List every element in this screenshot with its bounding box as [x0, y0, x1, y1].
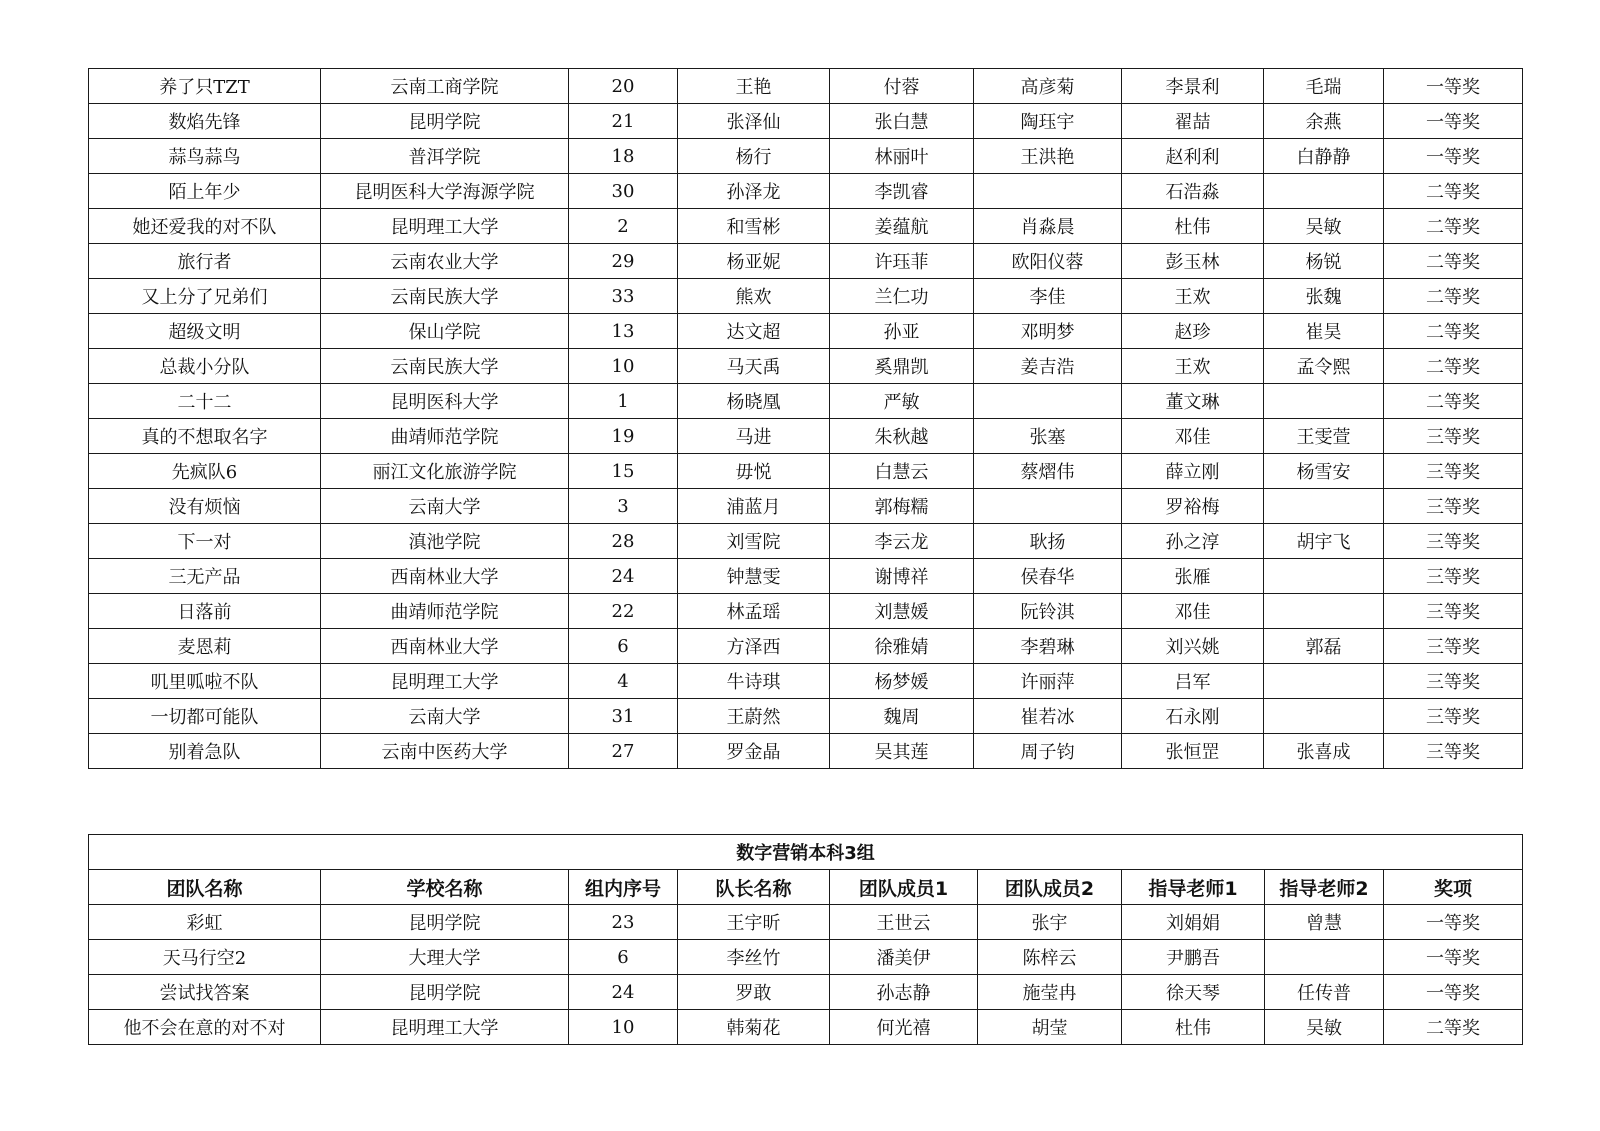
advisor-2-cell: [1265, 940, 1384, 975]
group-index-cell: 10: [569, 349, 678, 384]
results-table-digital-marketing-group-3: [88, 834, 1523, 1045]
team-name-header: 团队名称: [89, 870, 321, 905]
member-2-cell: 李佳: [974, 279, 1122, 314]
advisor-1-cell: 刘兴姚: [1122, 629, 1264, 664]
advisor-1-cell: 邓佳: [1122, 419, 1264, 454]
table-row: [89, 1010, 1523, 1045]
school-name-cell: 保山学院: [321, 314, 569, 349]
school-name-cell: 云南大学: [321, 489, 569, 524]
award-cell: 三等奖: [1384, 664, 1523, 699]
member-2-cell: 陈梓云: [978, 940, 1122, 975]
award-header: 奖项: [1384, 870, 1523, 905]
school-name-cell: 昆明理工大学: [321, 1010, 569, 1045]
team-name-cell: 一切都可能队: [89, 699, 321, 734]
captain-name-cell: 浦蓝月: [678, 489, 830, 524]
school-name-cell: 昆明学院: [321, 104, 569, 139]
advisor-1-cell: 赵利利: [1122, 139, 1264, 174]
advisor-2-cell: [1264, 489, 1384, 524]
group-index-cell: 24: [569, 975, 678, 1010]
advisor-1-cell: 石浩淼: [1122, 174, 1264, 209]
advisor-1-cell: 李景利: [1122, 69, 1264, 104]
team-name-cell: 他不会在意的对不对: [89, 1010, 321, 1045]
team-name-cell: 数焰先锋: [89, 104, 321, 139]
school-name-cell: 曲靖师范学院: [321, 419, 569, 454]
team-name-cell: 又上分了兄弟们: [89, 279, 321, 314]
table-row: [89, 559, 1523, 594]
group-index-cell: 4: [569, 664, 678, 699]
advisor-1-cell: 张恒罡: [1122, 734, 1264, 769]
table-row: [89, 244, 1523, 279]
team-name-cell: 麦恩莉: [89, 629, 321, 664]
advisor-2-cell: 张魏: [1264, 279, 1384, 314]
group-index-cell: 28: [569, 524, 678, 559]
team-name-cell: 叽里呱啦不队: [89, 664, 321, 699]
member-1-cell: 王世云: [830, 905, 978, 940]
table-row: [89, 139, 1523, 174]
captain-name-header: 队长名称: [678, 870, 830, 905]
table-row: [89, 489, 1523, 524]
school-name-cell: 昆明医科大学海源学院: [321, 174, 569, 209]
award-cell: 二等奖: [1384, 209, 1523, 244]
advisor-2-cell: [1264, 384, 1384, 419]
award-cell: 二等奖: [1384, 349, 1523, 384]
member-1-cell: 奚鼎凯: [830, 349, 974, 384]
results-table-body: [89, 905, 1523, 1045]
results-table-body: [89, 69, 1523, 769]
school-name-cell: 昆明医科大学: [321, 384, 569, 419]
table-row: [89, 384, 1523, 419]
school-name-cell: 昆明理工大学: [321, 209, 569, 244]
advisor-1-cell: 徐天琴: [1122, 975, 1265, 1010]
member-2-cell: [974, 174, 1122, 209]
member-1-cell: 付蓉: [830, 69, 974, 104]
captain-name-cell: 韩菊花: [678, 1010, 830, 1045]
award-cell: 三等奖: [1384, 699, 1523, 734]
advisor-1-cell: 张雁: [1122, 559, 1264, 594]
school-name-cell: 昆明学院: [321, 905, 569, 940]
member-2-cell: 蔡熠伟: [974, 454, 1122, 489]
school-name-cell: 云南工商学院: [321, 69, 569, 104]
member-2-cell: [974, 489, 1122, 524]
member-2-cell: 王洪艳: [974, 139, 1122, 174]
group-index-cell: 20: [569, 69, 678, 104]
team-name-cell: 彩虹: [89, 905, 321, 940]
school-name-cell: 普洱学院: [321, 139, 569, 174]
member-2-cell: 崔若冰: [974, 699, 1122, 734]
table-row: [89, 629, 1523, 664]
member-1-cell: 孙志静: [830, 975, 978, 1010]
member-2-header: 团队成员2: [978, 870, 1122, 905]
member-2-cell: 张宇: [978, 905, 1122, 940]
advisor-1-cell: 王欢: [1122, 279, 1264, 314]
captain-name-cell: 马进: [678, 419, 830, 454]
member-1-cell: 林丽叶: [830, 139, 974, 174]
advisor-2-cell: 白静静: [1264, 139, 1384, 174]
team-name-cell: 先疯队6: [89, 454, 321, 489]
award-cell: 一等奖: [1384, 139, 1523, 174]
member-1-cell: 潘美伊: [830, 940, 978, 975]
member-1-cell: 杨梦媛: [830, 664, 974, 699]
captain-name-cell: 牛诗琪: [678, 664, 830, 699]
member-2-cell: 侯春华: [974, 559, 1122, 594]
member-1-cell: 徐雅婧: [830, 629, 974, 664]
member-2-cell: 高彦菊: [974, 69, 1122, 104]
school-name-cell: 云南农业大学: [321, 244, 569, 279]
member-2-cell: 邓明梦: [974, 314, 1122, 349]
group-index-cell: 6: [569, 629, 678, 664]
team-name-cell: 二十二: [89, 384, 321, 419]
group-index-header: 组内序号: [569, 870, 678, 905]
group-index-cell: 29: [569, 244, 678, 279]
advisor-1-cell: 尹鹏吾: [1122, 940, 1265, 975]
group-index-cell: 33: [569, 279, 678, 314]
award-cell: 三等奖: [1384, 594, 1523, 629]
member-2-cell: 胡莹: [978, 1010, 1122, 1045]
results-table-continued: [88, 68, 1523, 769]
team-name-cell: 养了只TZT: [89, 69, 321, 104]
member-2-cell: 欧阳仪蓉: [974, 244, 1122, 279]
advisor-2-cell: 孟令熙: [1264, 349, 1384, 384]
member-1-cell: 郭梅糯: [830, 489, 974, 524]
table-row: [89, 594, 1523, 629]
award-cell: 二等奖: [1384, 174, 1523, 209]
advisor-2-cell: 吴敏: [1264, 209, 1384, 244]
award-cell: 三等奖: [1384, 559, 1523, 594]
award-cell: 三等奖: [1384, 419, 1523, 454]
group-index-cell: 24: [569, 559, 678, 594]
award-cell: 一等奖: [1384, 940, 1523, 975]
captain-name-cell: 孙泽龙: [678, 174, 830, 209]
member-1-cell: 朱秋越: [830, 419, 974, 454]
advisor-1-cell: 刘娟娟: [1122, 905, 1265, 940]
member-2-cell: 姜吉浩: [974, 349, 1122, 384]
table-row: [89, 454, 1523, 489]
advisor-2-cell: 张喜成: [1264, 734, 1384, 769]
member-2-cell: 张塞: [974, 419, 1122, 454]
captain-name-cell: 马天禹: [678, 349, 830, 384]
table-row: [89, 975, 1523, 1010]
school-name-header: 学校名称: [321, 870, 569, 905]
table-title-row: [89, 835, 1523, 870]
group-index-cell: 21: [569, 104, 678, 139]
captain-name-cell: 达文超: [678, 314, 830, 349]
team-name-cell: 别着急队: [89, 734, 321, 769]
captain-name-cell: 和雪彬: [678, 209, 830, 244]
award-cell: 二等奖: [1384, 384, 1523, 419]
advisor-1-cell: 孙之淳: [1122, 524, 1264, 559]
advisor-2-cell: 曾慧: [1265, 905, 1384, 940]
advisor-1-cell: 薛立刚: [1122, 454, 1264, 489]
table-row: [89, 524, 1523, 559]
table-row: [89, 349, 1523, 384]
captain-name-cell: 王艳: [678, 69, 830, 104]
member-2-cell: 李碧琳: [974, 629, 1122, 664]
member-1-cell: 魏周: [830, 699, 974, 734]
advisor-2-cell: [1264, 594, 1384, 629]
advisor-2-cell: 吴敏: [1265, 1010, 1384, 1045]
advisor-2-cell: [1264, 559, 1384, 594]
member-1-cell: 孙亚: [830, 314, 974, 349]
award-cell: 三等奖: [1384, 734, 1523, 769]
captain-name-cell: 林孟瑶: [678, 594, 830, 629]
team-name-cell: 她还爱我的对不队: [89, 209, 321, 244]
table-row: [89, 69, 1523, 104]
team-name-cell: 旅行者: [89, 244, 321, 279]
team-name-cell: 三无产品: [89, 559, 321, 594]
advisor-2-cell: 毛瑞: [1264, 69, 1384, 104]
captain-name-cell: 罗敢: [678, 975, 830, 1010]
team-name-cell: 真的不想取名字: [89, 419, 321, 454]
group-index-cell: 3: [569, 489, 678, 524]
table-row: [89, 664, 1523, 699]
advisor-1-cell: 彭玉林: [1122, 244, 1264, 279]
captain-name-cell: 罗金晶: [678, 734, 830, 769]
advisor-1-cell: 杜伟: [1122, 1010, 1265, 1045]
table-title: 数字营销本科3组: [89, 835, 1523, 870]
team-name-cell: 没有烦恼: [89, 489, 321, 524]
award-cell: 三等奖: [1384, 489, 1523, 524]
member-1-cell: 何光禧: [830, 1010, 978, 1045]
advisor-2-cell: [1264, 699, 1384, 734]
group-index-cell: 18: [569, 139, 678, 174]
team-name-cell: 陌上年少: [89, 174, 321, 209]
member-2-cell: 耿扬: [974, 524, 1122, 559]
group-index-cell: 6: [569, 940, 678, 975]
group-index-cell: 15: [569, 454, 678, 489]
advisor-2-cell: 任传普: [1265, 975, 1384, 1010]
member-1-cell: 谢博祥: [830, 559, 974, 594]
table-row: [89, 419, 1523, 454]
group-index-cell: 2: [569, 209, 678, 244]
captain-name-cell: 毋悦: [678, 454, 830, 489]
advisor-2-cell: 胡宇飞: [1264, 524, 1384, 559]
team-name-cell: 尝试找答案: [89, 975, 321, 1010]
advisor-2-cell: 郭磊: [1264, 629, 1384, 664]
advisor-1-cell: 杜伟: [1122, 209, 1264, 244]
advisor-1-header: 指导老师1: [1122, 870, 1265, 905]
group-index-cell: 22: [569, 594, 678, 629]
captain-name-cell: 钟慧雯: [678, 559, 830, 594]
member-2-cell: [974, 384, 1122, 419]
team-name-cell: 天马行空2: [89, 940, 321, 975]
member-1-cell: 白慧云: [830, 454, 974, 489]
group-index-cell: 19: [569, 419, 678, 454]
award-cell: 二等奖: [1384, 314, 1523, 349]
team-name-cell: 蒜鸟蒜鸟: [89, 139, 321, 174]
advisor-1-cell: 董文琳: [1122, 384, 1264, 419]
team-name-cell: 下一对: [89, 524, 321, 559]
advisor-2-cell: 崔昊: [1264, 314, 1384, 349]
table-row: [89, 279, 1523, 314]
captain-name-cell: 王宇昕: [678, 905, 830, 940]
advisor-1-cell: 赵珍: [1122, 314, 1264, 349]
award-cell: 一等奖: [1384, 104, 1523, 139]
member-2-cell: 阮铃淇: [974, 594, 1122, 629]
table-row: [89, 905, 1523, 940]
member-1-header: 团队成员1: [830, 870, 978, 905]
captain-name-cell: 熊欢: [678, 279, 830, 314]
table-row: [89, 699, 1523, 734]
group-index-cell: 31: [569, 699, 678, 734]
team-name-cell: 超级文明: [89, 314, 321, 349]
member-2-cell: 周子钧: [974, 734, 1122, 769]
member-1-cell: 严敏: [830, 384, 974, 419]
school-name-cell: 西南林业大学: [321, 629, 569, 664]
member-2-cell: 肖淼晨: [974, 209, 1122, 244]
member-2-cell: 陶珏宇: [974, 104, 1122, 139]
advisor-2-cell: [1264, 174, 1384, 209]
school-name-cell: 云南民族大学: [321, 349, 569, 384]
award-cell: 三等奖: [1384, 454, 1523, 489]
team-name-cell: 日落前: [89, 594, 321, 629]
advisor-1-cell: 石永刚: [1122, 699, 1264, 734]
table-row: [89, 734, 1523, 769]
award-cell: 二等奖: [1384, 279, 1523, 314]
member-2-cell: 许丽萍: [974, 664, 1122, 699]
award-cell: 二等奖: [1384, 1010, 1523, 1045]
school-name-cell: 昆明学院: [321, 975, 569, 1010]
advisor-1-cell: 吕军: [1122, 664, 1264, 699]
table-row: [89, 940, 1523, 975]
award-cell: 三等奖: [1384, 629, 1523, 664]
member-1-cell: 李云龙: [830, 524, 974, 559]
advisor-2-cell: 杨锐: [1264, 244, 1384, 279]
award-cell: 二等奖: [1384, 244, 1523, 279]
school-name-cell: 云南大学: [321, 699, 569, 734]
advisor-2-header: 指导老师2: [1265, 870, 1384, 905]
member-1-cell: 吴其莲: [830, 734, 974, 769]
captain-name-cell: 刘雪院: [678, 524, 830, 559]
table-header-row: [89, 870, 1523, 905]
captain-name-cell: 王蔚然: [678, 699, 830, 734]
captain-name-cell: 杨晓凰: [678, 384, 830, 419]
table-row: [89, 174, 1523, 209]
award-cell: 三等奖: [1384, 524, 1523, 559]
group-index-cell: 27: [569, 734, 678, 769]
captain-name-cell: 杨亚妮: [678, 244, 830, 279]
advisor-2-cell: 王雯萱: [1264, 419, 1384, 454]
captain-name-cell: 张泽仙: [678, 104, 830, 139]
captain-name-cell: 方泽西: [678, 629, 830, 664]
advisor-2-cell: 杨雪安: [1264, 454, 1384, 489]
award-cell: 一等奖: [1384, 905, 1523, 940]
table-row: [89, 209, 1523, 244]
school-name-cell: 丽江文化旅游学院: [321, 454, 569, 489]
advisor-2-cell: 余燕: [1264, 104, 1384, 139]
group-index-cell: 23: [569, 905, 678, 940]
member-1-cell: 兰仁功: [830, 279, 974, 314]
group-index-cell: 10: [569, 1010, 678, 1045]
advisor-1-cell: 翟喆: [1122, 104, 1264, 139]
advisor-2-cell: [1264, 664, 1384, 699]
group-index-cell: 30: [569, 174, 678, 209]
school-name-cell: 滇池学院: [321, 524, 569, 559]
school-name-cell: 曲靖师范学院: [321, 594, 569, 629]
school-name-cell: 西南林业大学: [321, 559, 569, 594]
member-2-cell: 施莹冉: [978, 975, 1122, 1010]
team-name-cell: 总裁小分队: [89, 349, 321, 384]
school-name-cell: 大理大学: [321, 940, 569, 975]
table-row: [89, 314, 1523, 349]
advisor-1-cell: 邓佳: [1122, 594, 1264, 629]
award-cell: 一等奖: [1384, 69, 1523, 104]
advisor-1-cell: 王欢: [1122, 349, 1264, 384]
member-1-cell: 许珏菲: [830, 244, 974, 279]
school-name-cell: 云南中医药大学: [321, 734, 569, 769]
member-1-cell: 刘慧媛: [830, 594, 974, 629]
advisor-1-cell: 罗裕梅: [1122, 489, 1264, 524]
captain-name-cell: 杨行: [678, 139, 830, 174]
table-row: [89, 104, 1523, 139]
group-index-cell: 13: [569, 314, 678, 349]
member-1-cell: 姜蕴航: [830, 209, 974, 244]
member-1-cell: 张白慧: [830, 104, 974, 139]
group-index-cell: 1: [569, 384, 678, 419]
school-name-cell: 昆明理工大学: [321, 664, 569, 699]
captain-name-cell: 李丝竹: [678, 940, 830, 975]
school-name-cell: 云南民族大学: [321, 279, 569, 314]
award-cell: 一等奖: [1384, 975, 1523, 1010]
member-1-cell: 李凯睿: [830, 174, 974, 209]
